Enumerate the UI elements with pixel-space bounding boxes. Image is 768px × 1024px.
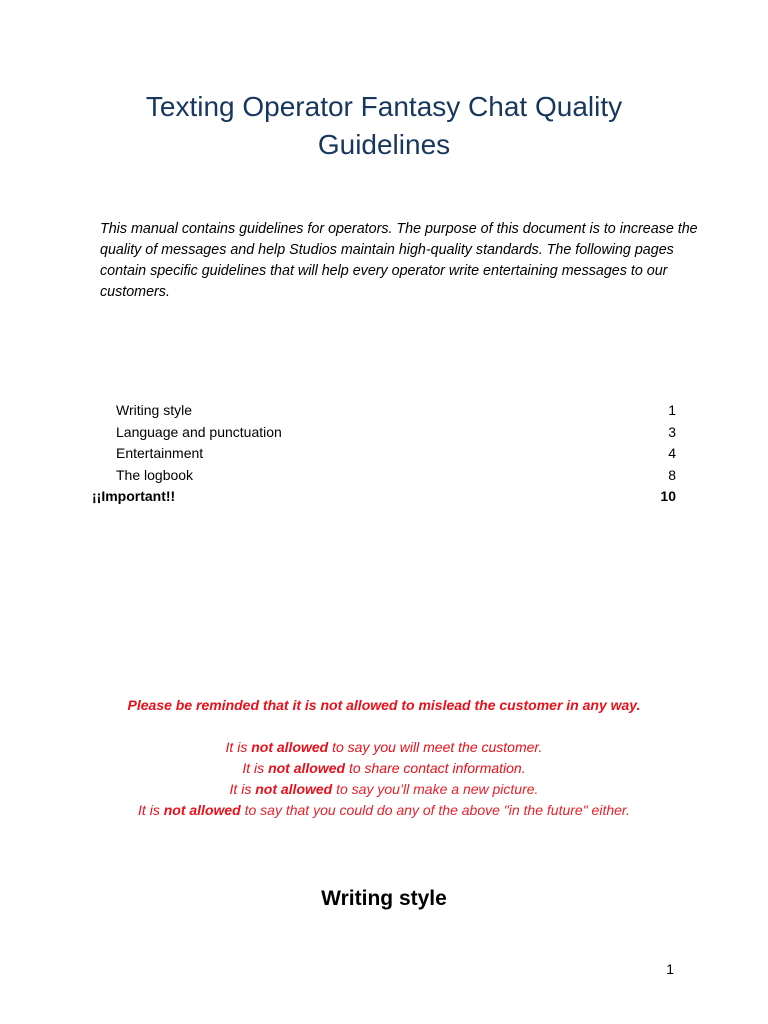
- toc-entry-label: Entertainment: [116, 445, 204, 462]
- document-title: Texting Operator Fantasy Chat Quality Guidelines: [145, 91, 623, 160]
- page-number: 1: [666, 961, 674, 977]
- rules-list: [0, 737, 768, 821]
- rule-emphasis: not allowed: [255, 781, 333, 797]
- rule-meeting: [0, 737, 768, 758]
- mislead-warning: Please be reminded that it is not allowed to mislead the customer in any way.: [127, 697, 641, 713]
- rule-emphasis: not allowed: [268, 760, 346, 776]
- rule-prefix: It is: [229, 781, 256, 797]
- rule-prefix: It is: [138, 802, 164, 818]
- toc-entry-page: 8: [668, 466, 676, 483]
- rule-contact-info: [0, 758, 768, 779]
- toc-entry-page: 3: [668, 423, 676, 440]
- rule-suffix: to share contact information.: [345, 760, 526, 776]
- rule-suffix: to say that you could do any of the above "in the future" either.: [240, 802, 630, 818]
- toc-entry-logbook: [92, 465, 676, 487]
- rule-new-picture: [0, 779, 768, 800]
- rule-emphasis: not allowed: [163, 802, 241, 818]
- rule-suffix: to say you will meet the customer.: [328, 739, 543, 755]
- section-heading: Writing style: [321, 887, 447, 910]
- toc-entry-important: [92, 486, 676, 508]
- table-of-contents: [92, 400, 676, 508]
- toc-entry-page: 10: [660, 488, 676, 505]
- toc-entry-page: 4: [668, 445, 676, 462]
- intro-paragraph: This manual contains guidelines for operators. The purpose of this document is to increase the quality of messages and help Studios maintain high-quality standards. The following pages contain specific guidelines that will help every operator write entertaining messages to our customers.: [100, 221, 698, 300]
- rule-prefix: It is: [225, 739, 252, 755]
- rule-future: [0, 800, 768, 821]
- toc-entry-language-punctuation: [92, 422, 676, 444]
- toc-entry-label: The logbook: [116, 466, 194, 483]
- rule-suffix: to say you’ll make a new picture.: [332, 781, 539, 797]
- toc-entry-entertainment: [92, 443, 676, 465]
- toc-entry-label: ¡¡Important!!: [92, 488, 176, 505]
- toc-entry-label: Language and punctuation: [116, 423, 282, 440]
- toc-entry-label: Writing style: [116, 402, 192, 418]
- toc-entry-page: 1: [668, 402, 676, 418]
- rule-prefix: It is: [242, 760, 269, 776]
- rule-emphasis: not allowed: [251, 739, 329, 755]
- toc-entry-writing-style: [92, 400, 676, 422]
